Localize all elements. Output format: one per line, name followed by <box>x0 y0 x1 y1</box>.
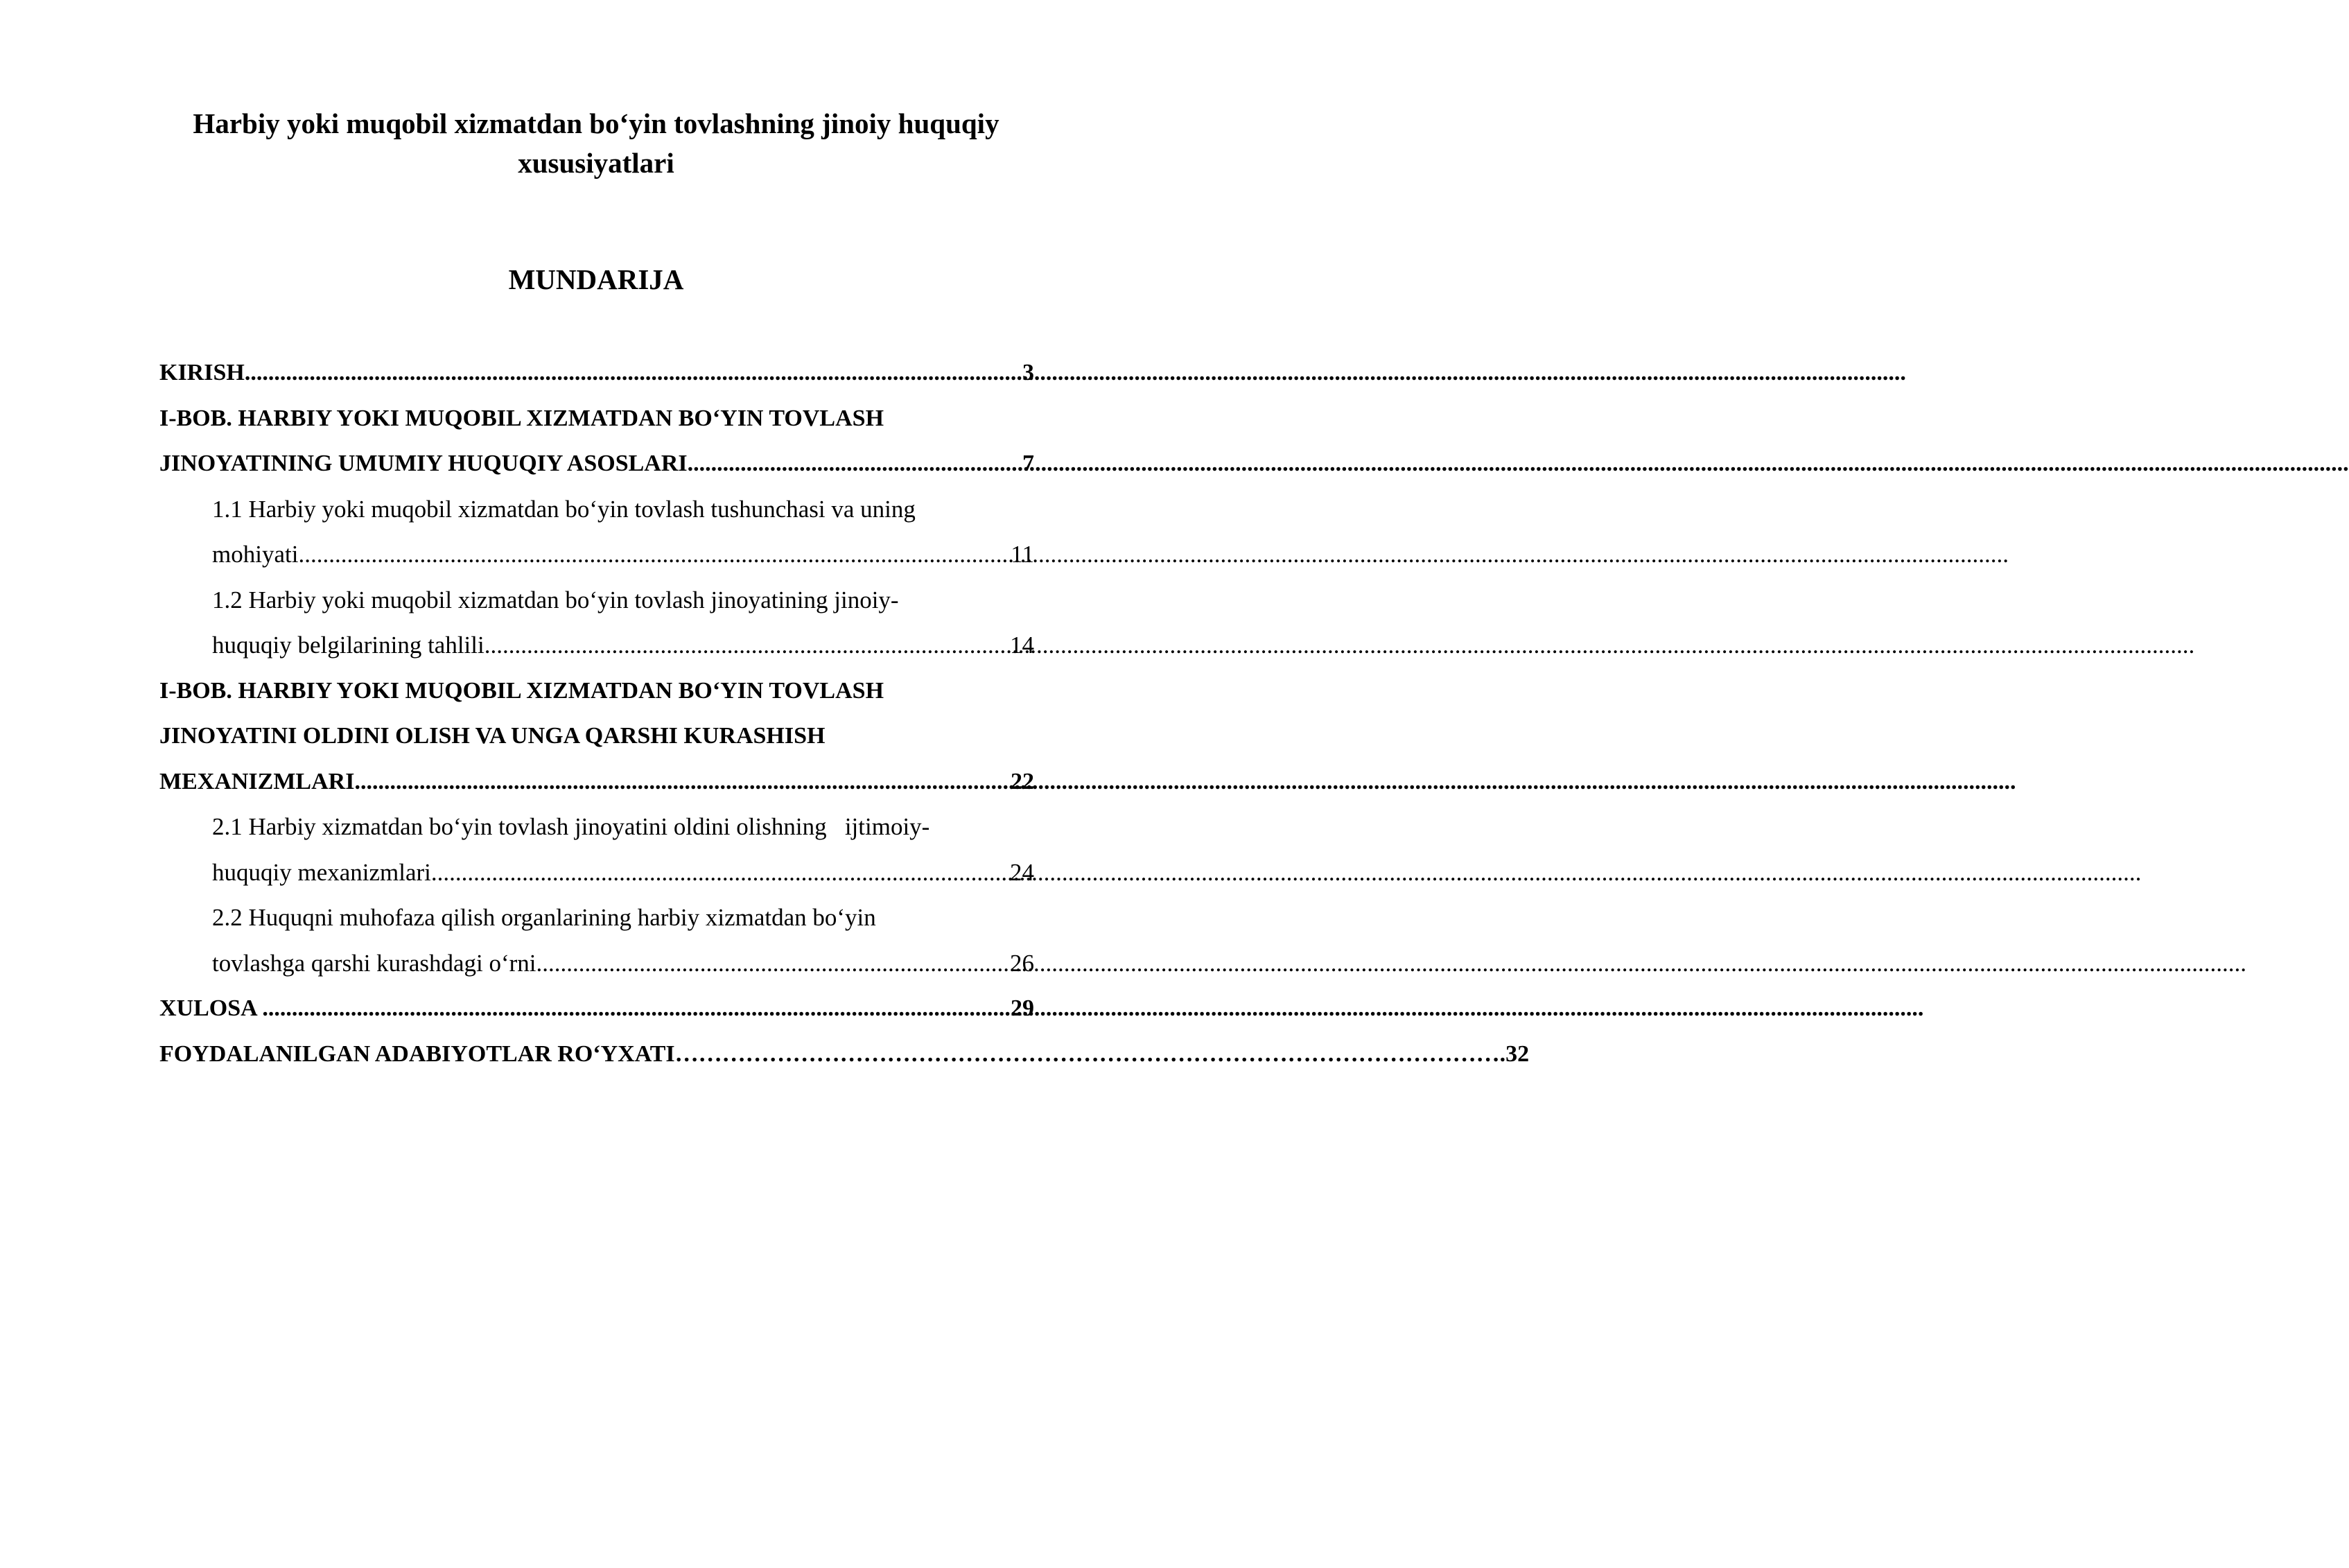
toc-entry-section-1-2-line2 <box>159 622 1034 668</box>
toc-entry-label: mohiyati <box>212 541 299 568</box>
toc-entry-chapter2-line3 <box>159 759 1034 805</box>
toc-entry-kirish <box>159 350 1034 396</box>
toc-entry-references <box>159 1031 1530 1077</box>
toc-entry-label: JINOYATINI OLDINI OLISH VA UNGA QARSHI KURASHISH <box>159 723 826 749</box>
toc-entry-label: KIRISH <box>159 360 245 385</box>
toc-entry-label: JINOYATINING UMUMIY HUQUQIY ASOSLARI <box>159 451 688 476</box>
toc-entry-label: huquqiy belgilarining tahlili <box>212 631 484 659</box>
table-of-contents <box>159 350 1530 1077</box>
toc-page-number: 7 <box>1022 451 1034 476</box>
toc-entry-section-2-1-line2 <box>159 850 1034 896</box>
toc-entry-chapter2-line1 <box>159 668 1034 714</box>
toc-entry-chapter1-line2 <box>159 441 1034 487</box>
toc-entry-label: tovlashga qarshi kurashdagi o‘rni <box>212 949 536 977</box>
toc-page-number: 11 <box>1011 541 1034 568</box>
dot-leader <box>675 1031 1500 1077</box>
dot-leader <box>484 622 1010 668</box>
toc-entry-label: MEXANIZMLARI <box>159 768 355 794</box>
toc-page-number: 24 <box>1010 858 1034 886</box>
dot-leader <box>245 350 1022 396</box>
toc-entry-label: I-BOB. HARBIY YOKI MUQOBIL XIZMATDAN BO‘YIN TOVLASH <box>159 677 884 704</box>
toc-heading: MUNDARIJA <box>508 263 684 295</box>
toc-entry-label: XULOSA <box>159 995 263 1021</box>
toc-entry-label: 1.1 Harbiy yoki muqobil xizmatdan bo‘yin tovlash tushunchasi va uning <box>212 495 916 523</box>
toc-entry-section-1-2-line1 <box>159 577 1034 623</box>
toc-entry-section-2-2-line2 <box>159 941 1034 986</box>
document-title: Harbiy yoki muqobil xizmatdan bo‘yin tovlashning jinoiy huquqiy xususiyatlari <box>193 107 999 179</box>
dot-leader <box>431 850 1010 896</box>
toc-entry-section-2-1-line1 <box>159 804 1034 850</box>
toc-page-number: 22 <box>1011 768 1034 794</box>
toc-page-number: .32 <box>1499 1040 1530 1067</box>
toc-entry-xulosa <box>159 986 1034 1031</box>
toc-entry-label: huquqiy mexanizmlari <box>212 858 431 886</box>
toc-entry-section-1-1-line1 <box>159 487 1034 532</box>
toc-entry-chapter2-line2 <box>159 713 1034 759</box>
toc-page-number: 3 <box>1022 360 1034 385</box>
dot-leader <box>262 986 1011 1031</box>
toc-entry-section-1-1-line2 <box>159 532 1034 577</box>
dot-leader <box>688 441 1022 487</box>
toc-page-number: 26 <box>1010 949 1034 977</box>
dot-leader <box>536 941 1010 986</box>
toc-entry-section-2-2-line1 <box>159 895 1034 941</box>
dot-leader <box>354 759 1011 805</box>
toc-entry-label: 2.1 Harbiy xizmatdan bo‘yin tovlash jinoyatini oldini olishning ijtimoiy- <box>212 813 930 840</box>
toc-entry-label: 2.2 Huquqni muhofaza qilish organlarining harbiy xizmatdan bo‘yin <box>212 904 876 931</box>
dot-leader <box>298 532 1011 577</box>
toc-page-number: 29 <box>1011 995 1034 1021</box>
toc-entry-chapter1-line1 <box>159 396 1034 442</box>
toc-entry-label: 1.2 Harbiy yoki muqobil xizmatdan bo‘yin tovlash jinoyatining jinoiy- <box>212 586 899 613</box>
toc-entry-label: I-BOB. HARBIY YOKI MUQOBIL XIZMATDAN BO‘YIN TOVLASH <box>159 405 884 431</box>
toc-page-number: 14 <box>1010 631 1034 659</box>
toc-entry-label: FOYDALANILGAN ADABIYOTLAR RO‘YXATI <box>159 1040 675 1067</box>
